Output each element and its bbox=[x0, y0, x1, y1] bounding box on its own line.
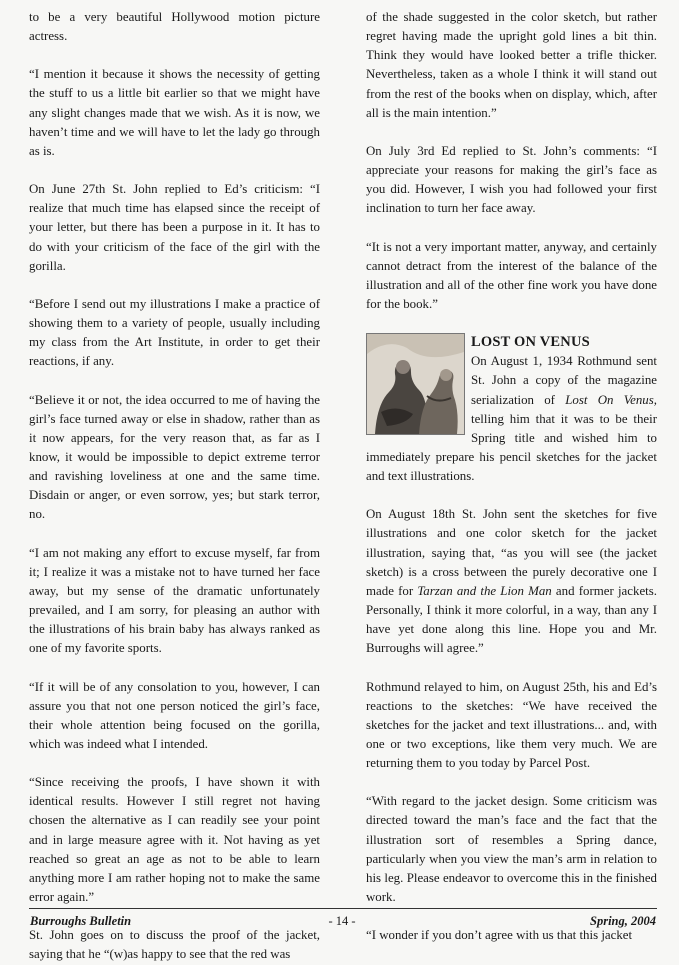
section-heading: LOST ON VENUS bbox=[471, 334, 590, 351]
publication-name: Burroughs Bulletin bbox=[30, 914, 132, 928]
paragraph: Rothmund relayed to him, on August 25th, his and Ed’s reactions to the sketches: “We have received the sketches for the jacket and text illustrations... and, with one or two exceptions, like them very much. We are returning them to you today by Parcel Post. bbox=[366, 679, 657, 771]
paragraph: “Before I send out my illustrations I make a practice of showing them to a variety of people, usually including my class from the Art Institute, in order to get their reactions, if any. bbox=[29, 296, 320, 369]
paragraph: “I wonder if you don’t agree with us that this jacket bbox=[366, 928, 633, 943]
paragraph: “Since receiving the proofs, I have shown it with identical results. However I still regret not having chosen the alternative as I can readily see your point and in large measure agree with it. Not having as yet reached so great an age as not to be able to learn anything more I am rather hoping not to make the same error again.” bbox=[29, 775, 320, 905]
illustration-figures bbox=[367, 334, 464, 434]
text-run: and former jackets. Personally, I think it more colorful, in a way, than any I have yet done along this line. Hope you and Mr. Burroughs will agree.” bbox=[366, 583, 657, 656]
footer-divider bbox=[29, 908, 657, 909]
paragraph: “With regard to the jacket design. Some criticism was directed toward the man’s face and the fact that the illustration sort of resembles a Spring dance, particularly when you view the man’s arm in relation to his leg. Please endeavor to overcome this in the finished work. bbox=[366, 794, 657, 905]
left-column bbox=[29, 8, 320, 965]
paragraph: of the shade suggested in the color sketch, but rather regret having made the upright gold lines a bit thin. Think they would have looked better a trifle thicker. Nevertheless, taken as a whole I think it will stand out from the rest of the books when on display, which, after all is the main intention.” bbox=[366, 10, 657, 120]
paragraph: St. John goes on to discuss the proof of the jacket, saying that he “(w)as happy to see that the red was bbox=[29, 928, 320, 962]
issue-date: Spring, 2004 bbox=[590, 914, 656, 928]
paragraph: “It is not a very important matter, anyway, and certainly cannot detract from the interest of the balance of the illustration and all of the other fine work you have done for the book.” bbox=[366, 239, 657, 312]
right-column bbox=[366, 8, 657, 945]
paragraph bbox=[366, 505, 657, 658]
paragraph: “Believe it or not, the idea occurred to me of having the girl’s face turned away or else in shadow, rather than as it now appears, for the very reason that, as far as I know, it would be impossible to depict extreme terror and ravishing loveliness at one and the same time. Disdain or anger, or even sorrow, yes; but stark terror, no. bbox=[29, 392, 320, 522]
paragraph: On July 3rd Ed replied to St. John’s comments: “I appreciate your reasons for making the girl’s face as you did. However, I wish you had followed your first inclination to turn her face away. bbox=[366, 143, 657, 216]
paragraph: On June 27th St. John replied to Ed’s criticism: “I realize that much time has elapsed since the receipt of your letter, but there has been a purpose in it. It has to do with your criticism of the face of the girl with the gorilla. bbox=[29, 182, 320, 273]
paragraph: to be a very beautiful Hollywood motion picture actress. bbox=[29, 10, 320, 44]
book-title: Tarzan and the Lion Man bbox=[417, 583, 552, 598]
paragraph: “If it will be of any consolation to you, however, I can assure you that not one person noticed the girl’s face, their whole attention being focused on the gorilla, which was indeed what I intended. bbox=[29, 679, 320, 751]
text-run: On August 1, 1934 Rothmund sent St. John a copy of the magazine serialization of bbox=[471, 354, 657, 407]
book-title: Lost On Venus, bbox=[565, 392, 657, 407]
text-run: telling him that it was to be their Spring title and wished him to immediately prepare his pencil sketches for the jacket and text illustrations. bbox=[366, 411, 657, 484]
paragraph: “I mention it because it shows the necessity of getting the stuff to us a little bit earlier so that we might have any slight changes made that we wish. As it is now, we haven’t time and we will have to let the lady go through as is. bbox=[29, 67, 320, 158]
paragraph: “I am not making any effort to excuse myself, far from it; I realize it was a mistake not to have turned her face away, but my sense of the dramatic unfortunately prevailed, and I am sorry, for pleasing an author with the illustrations of his brain baby has always ranked as one of my favorite sports. bbox=[29, 545, 320, 656]
text-run: On August 18th St. John sent the sketches for five illustrations and one color sketch for the jacket illustration, saying that, “as you will see (the jacket sketch) is a cross between the purely decorative one I made for bbox=[366, 507, 657, 598]
illustration-image bbox=[366, 333, 465, 435]
page-number: - 14 - bbox=[328, 914, 356, 928]
